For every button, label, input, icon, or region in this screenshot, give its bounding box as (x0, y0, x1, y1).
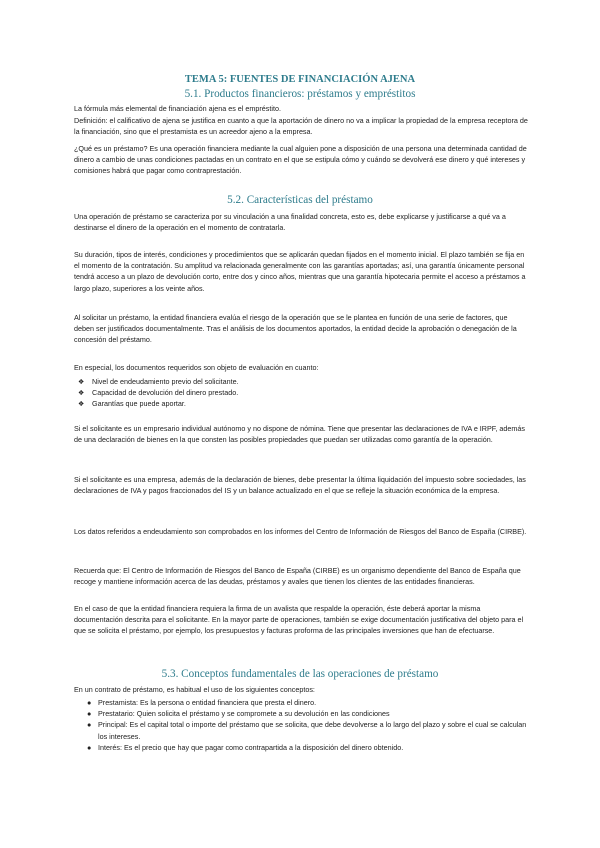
list-item: ● Interés: Es el precio que hay que pagar como contrapartida a la disposición del dinero obtenido. (87, 742, 404, 752)
paragraph: La fórmula más elemental de financiación ajena es el empréstito. (74, 104, 281, 113)
bullet-dot-icon: ● (87, 698, 92, 707)
list-item: ● Prestamista: Es la persona o entidad financiera que presta el dinero. (87, 698, 317, 707)
list-item: ❖ Nivel de endeudamiento previo del solicitante. (78, 377, 239, 386)
bullet-dot-icon: ● (87, 709, 92, 719)
paragraph: ¿Qué es un préstamo? Es una operación financiera mediante la cual alguien pone a disposición de una persona una determinada cantidad de dinero a cambio de unas condiciones pactadas en un contrato en el que se estipula cómo y cuándo se devolverá ese dinero y qué intereses y comisiones habrá que pagar como contraprestación. (74, 144, 527, 176)
list-item: ● Principal: Es el capital total o importe del préstamo que se solicita, que debe devolverse a lo largo del plazo y sobre el cual se calculan los intereses. (87, 720, 527, 741)
paragraph: Los datos referidos a endeudamiento son comprobados en los informes del Centro de Información de Riesgos del Banco de España (CIRBE). (74, 527, 527, 536)
bullet-dot-icon: ● (87, 720, 92, 730)
callout-paragraph: Recuerda que: El Centro de Información de Riesgos del Banco de España (CIRBE) es un organismo dependiente del Banco de España que recoge y mantiene información acerca de las deudas, préstamos y avales que tienen los clientes de las entidades financieras. (74, 566, 521, 587)
list-item: ● Prestatario: Quien solicita el préstamo y se compromete a su devolución en las condiciones (87, 709, 390, 719)
paragraph: Una operación de préstamo se caracteriza por su vinculación a una finalidad concreta, esto es, debe explicarse y justificarse a qué va a destinarse el dinero de la operación en el momento de contratarla. (74, 212, 506, 233)
document-title: TEMA 5: FUENTES DE FINANCIACIÓN AJENA (184, 74, 416, 85)
section-heading-5-1: 5.1. Productos financieros: préstamos y empréstitos (184, 88, 416, 100)
paragraph: Definición: el calificativo de ajena se justifica en cuanto a que la aportación de dinero no va a implicar la propiedad de la empresa receptora de la financiación, sino que el prestamista es un acreedor ajeno a la empresa. (74, 116, 528, 137)
bullet-dot-icon: ● (87, 742, 92, 752)
paragraph: En un contrato de préstamo, es habitual el uso de los siguientes conceptos: (74, 685, 315, 694)
concepts-list (74, 697, 528, 753)
paragraph: Si el solicitante es un empresario individual autónomo y no dispone de nómina. Tiene que presentar las declaraciones de IVA e IRPF, además de una declaración de bienes en la que consten las posibles propiedades que puedan ser utilizadas como garantía de la operación. (74, 424, 525, 445)
diamond-bullet-icon: ❖ (78, 388, 85, 398)
diamond-bullet-icon: ❖ (78, 377, 85, 386)
paragraph: En el caso de que la entidad financiera requiera la firma de un avalista que respalde la operación, éste deberá aportar la misma documentación descrita para el solicitante. En la mayor parte de operaciones, también se exige documentación justificativa del objeto para el que se solicita el préstamo, por ejemplo, los presupuestos y facturas proforma de las principales inversiones que han de efectuarse. (74, 604, 524, 636)
paragraph: En especial, los documentos requeridos son objeto de evaluación en cuanto: (74, 363, 319, 372)
requirements-list (74, 376, 528, 410)
paragraph: Su duración, tipos de interés, condiciones y procedimientos que se aplicarán quedan fijados en el momento inicial. El plazo también se fija en el momento de la contratación. Su amplitud va relacionada generalmente con las garantías aportadas; así, una garantía únicamente personal tendrá acceso a un plazo de devolución corto, entre dos y cinco años, mientras que una garantía hipotecaria permite el acceso a préstamos a largo plazo, superiores a los veinte años. (74, 250, 526, 293)
list-item: ❖ Garantías que puede aportar. (78, 399, 186, 409)
list-item: ❖ Capacidad de devolución del dinero prestado. (78, 388, 239, 398)
diamond-bullet-icon: ❖ (78, 399, 85, 409)
section-heading-5-2: 5.2. Características del préstamo (227, 194, 373, 206)
paragraph: Al solicitar un préstamo, la entidad financiera evalúa el riesgo de la operación que se le plantea en función de una serie de factores, que deben ser justificados documentalmente. Tras el análisis de los documentos aportados, la entidad decide la aprobación o denegación de la concesión del préstamo. (74, 313, 517, 345)
section-heading-5-3: 5.3. Conceptos fundamentales de las operaciones de préstamo (161, 668, 439, 680)
paragraph: Si el solicitante es una empresa, además de la declaración de bienes, debe presentar la última liquidación del impuesto sobre sociedades, las declaraciones de IVA y pagos fraccionados del IS y un balance actualizado en el que se refleje la situación económica de la empresa. (74, 475, 526, 496)
